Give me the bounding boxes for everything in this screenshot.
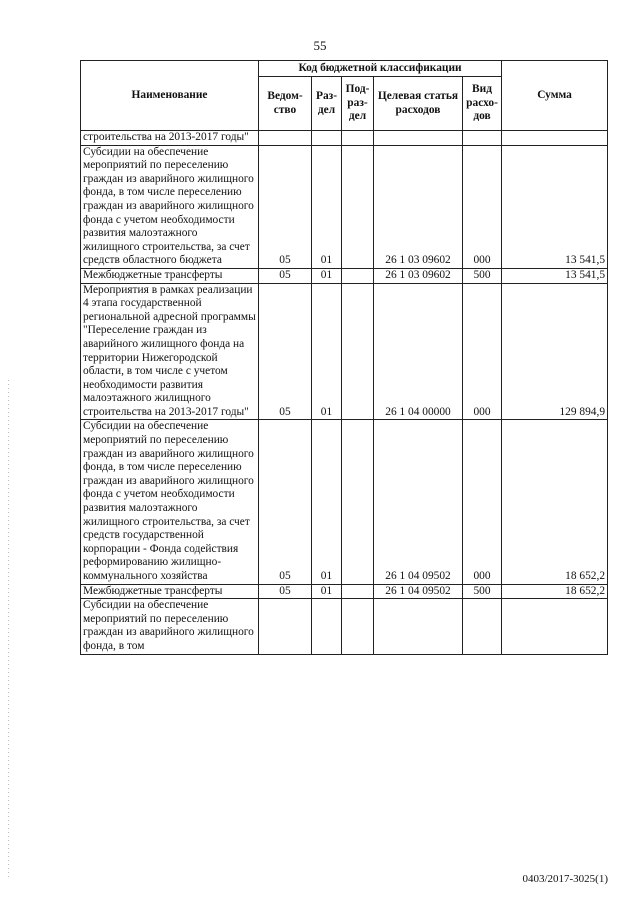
row-podrazdel — [342, 584, 374, 599]
row-vid: 000 — [463, 145, 502, 268]
row-sum — [502, 599, 608, 654]
table-row — [81, 131, 608, 146]
row-podrazdel — [342, 599, 374, 654]
page-number: 55 — [313, 38, 327, 53]
row-name: Субсидии на обеспечение мероприятий по переселению граждан из аварийного жилищного фонда, в том числе переселению граждан из аварийного жилищного фонда с учетом необходимости развития малоэтажного жилищного строительства, за счет средств областного бюджета — [81, 145, 259, 268]
row-podrazdel — [342, 145, 374, 268]
row-razdel: 01 — [312, 283, 342, 420]
row-vedomstvo: 05 — [259, 268, 312, 283]
row-vedomstvo — [259, 599, 312, 654]
header-name: Наименование — [81, 61, 259, 131]
header-vid-rashodov: Вид расхо-дов — [463, 77, 502, 131]
row-celevaya — [374, 599, 463, 654]
row-celevaya — [374, 131, 463, 146]
row-name: Межбюджетные трансферты — [81, 584, 259, 599]
table-row — [81, 283, 608, 420]
row-sum: 13 541,5 — [502, 268, 608, 283]
row-vedomstvo: 05 — [259, 420, 312, 584]
table-row — [81, 268, 608, 283]
row-vid: 500 — [463, 268, 502, 283]
row-sum: 129 894,9 — [502, 283, 608, 420]
row-vid — [463, 599, 502, 654]
row-sum: 18 652,2 — [502, 420, 608, 584]
row-vid — [463, 131, 502, 146]
header-vedomstvo: Ведом-ство — [259, 77, 312, 131]
scan-edge-artifact — [8, 380, 9, 880]
header-sum: Сумма — [502, 61, 608, 131]
row-vedomstvo — [259, 131, 312, 146]
header-celevaya-statya: Целевая статья расходов — [374, 77, 463, 131]
row-podrazdel — [342, 131, 374, 146]
table-row — [81, 599, 608, 654]
table-row — [81, 420, 608, 584]
row-name: Мероприятия в рамках реализации 4 этапа государственной региональной адресной программы "Переселение граждан из аварийного жилищного фонда на территории Нижегородской области, в том числе с учетом необходимости развития малоэтажного жилищного строительства на 2013-2017 годы" — [81, 283, 259, 420]
row-vid: 000 — [463, 420, 502, 584]
row-sum — [502, 131, 608, 146]
header-podrazdel: Под-раз-дел — [342, 77, 374, 131]
header-classification-group: Код бюджетной классификации — [259, 61, 502, 77]
header-row-top — [81, 61, 608, 77]
row-vedomstvo: 05 — [259, 584, 312, 599]
row-name: Межбюджетные трансферты — [81, 268, 259, 283]
row-razdel: 01 — [312, 145, 342, 268]
budget-table — [80, 60, 608, 655]
row-vedomstvo: 05 — [259, 145, 312, 268]
row-name: Субсидии на обеспечение мероприятий по переселению граждан из аварийного жилищного фонда, в том — [81, 599, 259, 654]
row-vid: 500 — [463, 584, 502, 599]
row-celevaya: 26 1 04 09502 — [374, 420, 463, 584]
document-code: 0403/2017-3025(1) — [522, 873, 608, 885]
row-vedomstvo: 05 — [259, 283, 312, 420]
row-razdel: 01 — [312, 584, 342, 599]
row-celevaya: 26 1 04 00000 — [374, 283, 463, 420]
row-podrazdel — [342, 283, 374, 420]
row-sum: 18 652,2 — [502, 584, 608, 599]
row-razdel — [312, 131, 342, 146]
header-razdel: Раз-дел — [312, 77, 342, 131]
row-razdel: 01 — [312, 268, 342, 283]
row-sum: 13 541,5 — [502, 145, 608, 268]
row-razdel: 01 — [312, 420, 342, 584]
row-vid: 000 — [463, 283, 502, 420]
row-celevaya: 26 1 04 09502 — [374, 584, 463, 599]
row-celevaya: 26 1 03 09602 — [374, 268, 463, 283]
row-razdel — [312, 599, 342, 654]
row-name: Субсидии на обеспечение мероприятий по переселению граждан из аварийного жилищного фонда, в том числе переселению граждан из аварийного жилищного фонда с учетом необходимости развития малоэтажного жилищного строительства, за счет средств государственной корпорации - Фонда содействия реформированию жилищно-коммунального хозяйства — [81, 420, 259, 584]
table-row — [81, 145, 608, 268]
row-celevaya: 26 1 03 09602 — [374, 145, 463, 268]
table-row — [81, 584, 608, 599]
row-podrazdel — [342, 420, 374, 584]
row-podrazdel — [342, 268, 374, 283]
row-name: строительства на 2013-2017 годы" — [81, 131, 259, 146]
